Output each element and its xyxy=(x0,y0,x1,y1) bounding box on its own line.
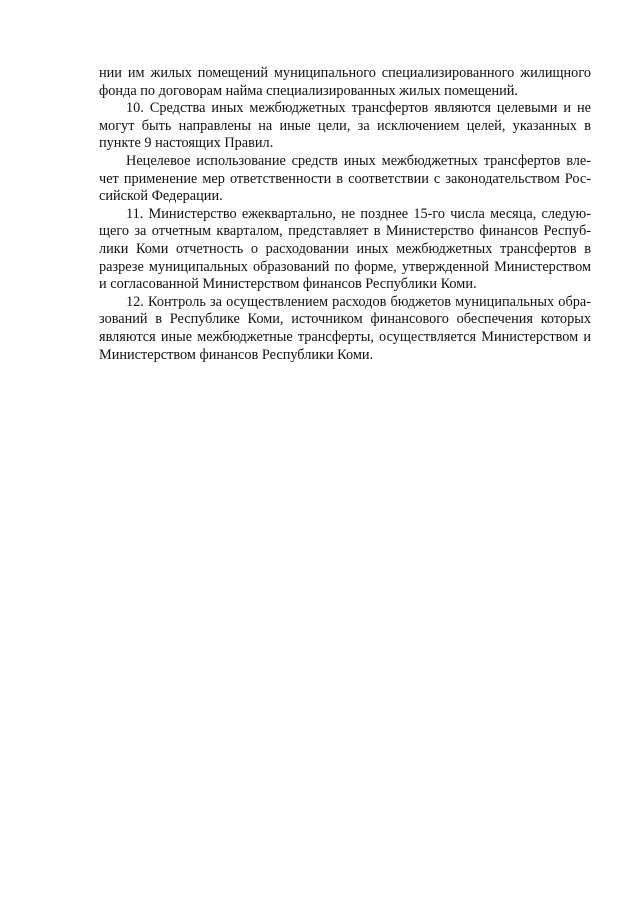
text-line: являются иные межбюджетные трансферты, осуществляется Министерством и xyxy=(99,328,591,345)
paragraph-misuse xyxy=(99,153,591,206)
text-line: лики Коми отчетность о расходовании иных межбюджетных трансфертов в xyxy=(99,240,591,257)
text-line: Нецелевое использование средств иных межбюджетных трансфертов вле- xyxy=(126,152,591,169)
text-line: нии им жилых помещений муниципального специализированного жилищного xyxy=(99,65,591,81)
text-line: Министерством финансов Республики Коми. xyxy=(99,346,374,363)
text-line: 11. Министерство ежеквартально, не позднее 15-го числа месяца, следую- xyxy=(126,205,591,222)
text-line: пункте 9 настоящих Правил. xyxy=(99,135,274,152)
text-line: чет применение мер ответственности в соответствии с законодательством Рос- xyxy=(99,170,591,187)
text-line: 10. Средства иных межбюджетных трансфертов являются целевыми и не xyxy=(126,100,591,117)
text-line: зований в Республике Коми, источником финансового обеспечения которых xyxy=(99,311,591,328)
text-line: и согласованной Министерством финансов Республики Коми. xyxy=(99,276,477,293)
paragraph-12 xyxy=(99,294,591,364)
text-line: фонда по договорам найма специализированных жилых помещений. xyxy=(99,82,518,99)
text-line: щего за отчетным кварталом, представляет в Министерство финансов Респуб- xyxy=(99,223,591,240)
document-body xyxy=(99,65,591,364)
text-line: сийской Федерации. xyxy=(99,188,223,205)
paragraph-10 xyxy=(99,100,591,153)
paragraph-continuation xyxy=(99,65,591,100)
text-line: могут быть направлены на иные цели, за исключением целей, указанных в xyxy=(99,117,591,134)
text-line: 12. Контроль за осуществлением расходов бюджетов муниципальных обра- xyxy=(126,293,591,310)
paragraph-11 xyxy=(99,206,591,294)
text-line: разрезе муниципальных образований по форме, утвержденной Министерством xyxy=(99,258,591,275)
